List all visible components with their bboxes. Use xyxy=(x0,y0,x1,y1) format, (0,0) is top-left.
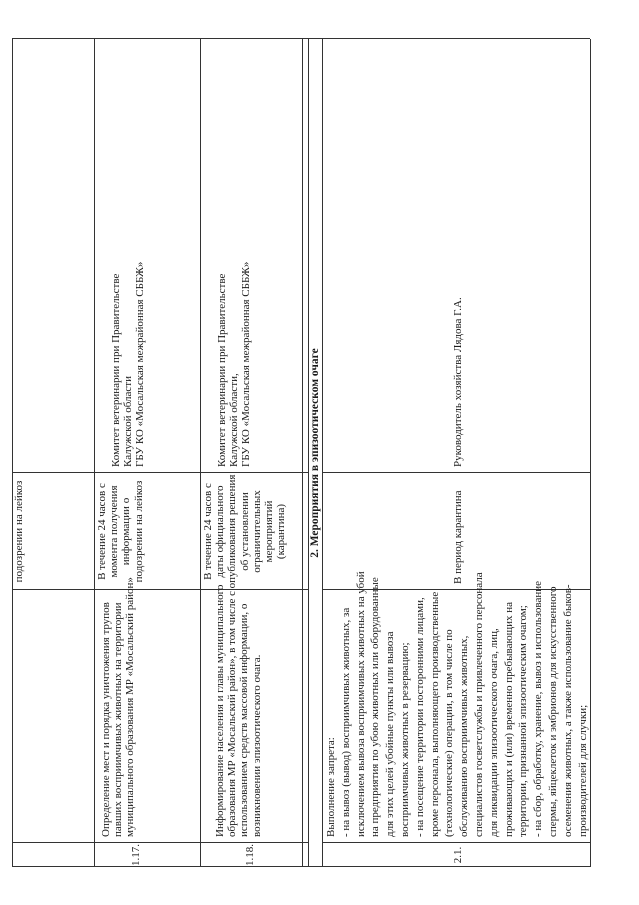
text-line: ГБУ КО «Мосальская межрайонная СББЖ» xyxy=(134,261,147,467)
text-line: осеменения животных, а также использование быков- xyxy=(561,584,574,837)
text-line: для ликвидации эпизоотического очага, лиц, xyxy=(487,628,500,837)
table-line xyxy=(12,39,13,867)
responsible-cell: Руководитель хозяйства Лядова Г.А. xyxy=(452,297,464,467)
text-line: на предприятия по убою животных или оборудованные xyxy=(369,577,382,837)
row-number: 1.18. xyxy=(244,844,256,866)
table-line xyxy=(94,39,95,867)
period-cell: В период карантина xyxy=(452,490,464,584)
text-line: - на сбор, обработку, хранение, вывоз и использование xyxy=(532,581,545,837)
text-line: информации о xyxy=(120,497,133,566)
text-line: кроме персонала, выполняющего производственные xyxy=(428,591,441,837)
text-line: подозрении на лейкоз xyxy=(132,480,145,583)
text-line: даты официального xyxy=(214,485,227,578)
responsible-cell xyxy=(216,43,253,467)
responsible-cell xyxy=(110,43,147,467)
text-line: специалистов госветслужбы и привлеченного персонала xyxy=(472,572,485,837)
table-line xyxy=(322,39,323,867)
table-line xyxy=(322,472,590,473)
text-line: ограничительных xyxy=(250,490,263,573)
text-line: восприимчивых животных в резервацию; xyxy=(398,642,411,837)
text-line: производителей для случки; xyxy=(576,704,589,837)
text-line: Комитет ветеринарии при Правительстве xyxy=(110,273,122,467)
action-cell xyxy=(100,577,137,837)
text-line: (технологические) операции, в том числе по xyxy=(443,629,456,837)
text-line: образования МР «Мосальский район», в том числе с xyxy=(226,590,239,837)
text-line: Калужской области xyxy=(122,376,135,467)
text-line: ГБУ КО «Мосальская межрайонная СББЖ» xyxy=(240,261,253,467)
table-line xyxy=(12,38,590,39)
table-line xyxy=(302,39,303,867)
row-number: 2.1. xyxy=(452,846,464,864)
text-line: муниципального образования МР «Мосальский район» xyxy=(124,577,137,837)
row-number: 1.17. xyxy=(130,844,142,866)
table-line xyxy=(12,842,308,843)
text-line: момента получения xyxy=(108,485,121,578)
text-line: - на посещение территории посторонними лицами, xyxy=(413,597,426,837)
text-line: Калужской области, xyxy=(228,373,241,467)
section-title: 2. Мероприятия в эпизоотическом очаге xyxy=(309,348,321,558)
text-line: - на вывоз (вывод) восприимчивых животных, за xyxy=(339,607,352,837)
text-line: использованием средств массовой информации, о xyxy=(238,603,251,837)
text-line: возникновении эпизоотического очага. xyxy=(250,654,263,837)
text-line: Выполнение запрета: xyxy=(325,737,337,837)
text-line: (карантина) xyxy=(275,503,288,560)
period-cell xyxy=(96,473,145,590)
text-line: для этих целей убойные пункты или вывоза xyxy=(384,631,397,837)
action-cell xyxy=(214,584,263,837)
text-line: павших восприимчивых животных на территории xyxy=(112,602,125,837)
text-line: проживающих и (или) временно пребывающих на xyxy=(502,601,515,837)
text-line: Комитет ветеринарии при Правительстве xyxy=(216,273,228,467)
text-line: обслуживанию восприимчивых животных, xyxy=(458,635,471,837)
text-line: об установлении xyxy=(238,492,251,571)
text-line: спермы, яйцеклеток и эмбрионов для искусственного xyxy=(546,586,559,837)
table-line xyxy=(12,866,590,867)
text-line: В течение 24 часов с xyxy=(202,483,214,580)
text-line: территории, признанной эпизоотическим очагом; xyxy=(517,605,530,837)
text-line: Информирование населения и главы муниципального xyxy=(214,584,226,837)
action-cell xyxy=(324,571,590,837)
text-line: В течение 24 часов с xyxy=(96,483,108,580)
period-cell-top: подозрении на лейкоз xyxy=(13,480,25,583)
period-cell xyxy=(202,473,287,590)
table-line xyxy=(200,39,201,867)
text-line: исключением вывоза восприимчивых животных на убой xyxy=(354,571,367,837)
text-line: опубликования решения xyxy=(226,474,239,589)
text-line: Определение мест и порядка уничтожения трупов xyxy=(100,602,112,837)
text-line: мероприятий xyxy=(263,500,276,563)
